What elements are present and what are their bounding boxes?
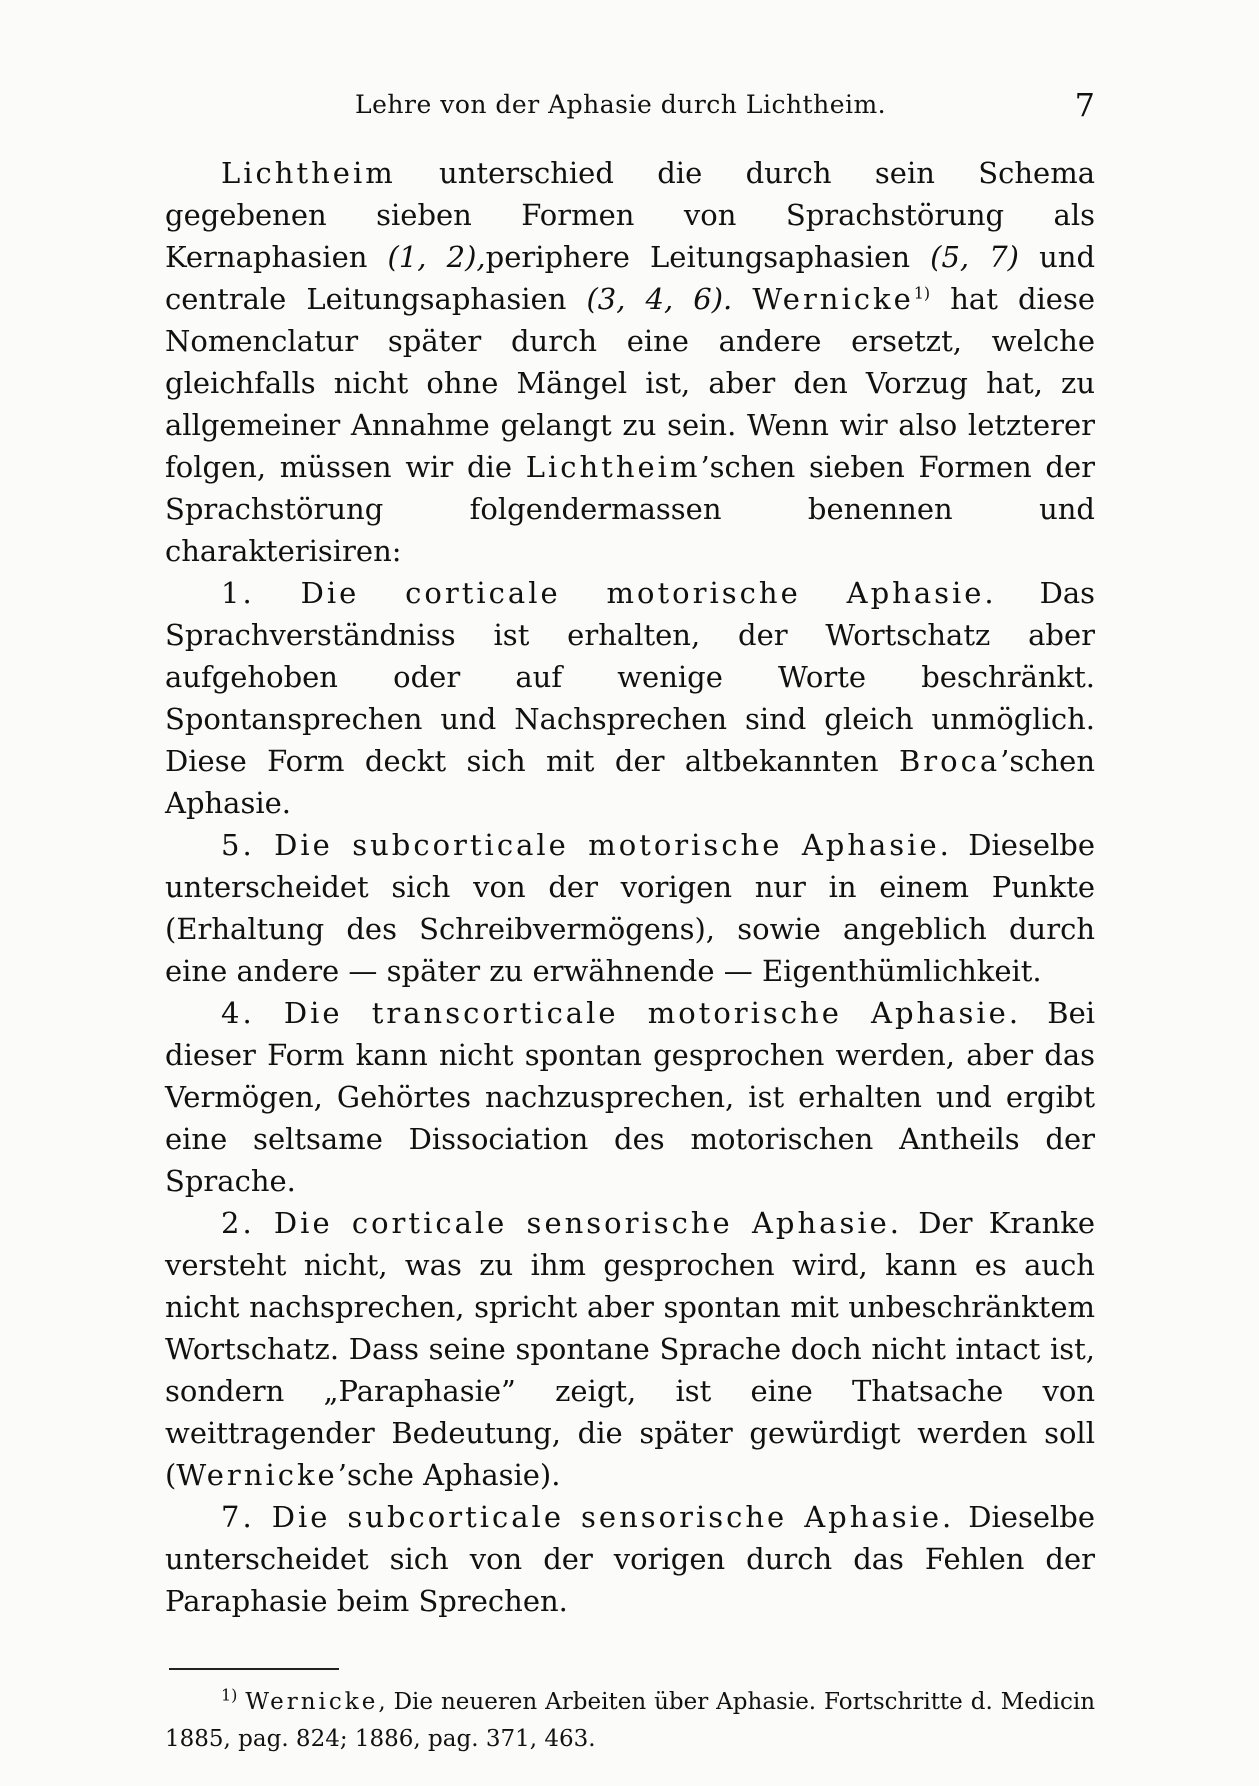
- running-head: [165, 88, 1095, 138]
- footnote-divider: [169, 1668, 339, 1670]
- aphasia-type-heading: 1. Die corticale motorische Aphasie.: [221, 576, 997, 610]
- footnote-mark: 1): [221, 1685, 238, 1705]
- author-name: Wernicke: [176, 1458, 338, 1492]
- text-run: ’sche Aphasie).: [337, 1458, 561, 1492]
- page-number: 7: [1074, 86, 1095, 124]
- intro-paragraph: [165, 152, 1095, 572]
- aphasia-type-heading: 4. Die transcorticale motorische Aphasie.: [221, 996, 1022, 1030]
- text-run: Das Sprachverständniss ist erhalten, der Wortschatz aber aufgehoben oder auf wenige Worte beschränkt. Spontansprechen und Nachsprechen sind gleich unmöglich. Diese Form deckt sich mit der altbekannten: [165, 576, 1095, 778]
- text-run: ’schen sieben Formen der Sprachstörung folgendermassen benennen und charakterisiren:: [165, 450, 1095, 568]
- aphasia-type-paragraph: [165, 572, 1095, 824]
- text-run: unterschied die durch sein Schema gegebenen sieben Formen von Sprachstörung als Kernaphasien: [165, 156, 1095, 274]
- footnote-reference: 1): [913, 283, 931, 303]
- aphasia-type-heading: 2. Die corticale sensorische Aphasie.: [221, 1206, 902, 1240]
- text-run: und centrale Leitungsaphasien: [165, 240, 1096, 316]
- text-run: Dieselbe unterscheidet sich von der vorigen durch das Fehlen der Paraphasie beim Sprechen.: [165, 1500, 1095, 1618]
- author-name: Broca: [898, 744, 1001, 778]
- text-run: ’schen Aphasie.: [165, 744, 1095, 820]
- text-run: Der Kranke versteht nicht, was zu ihm gesprochen wird, kann es auch nicht nachsprechen, spricht aber spontan mit unbeschränktem Wortschatz. Dass seine spontane Sprache doch nicht intact ist, sondern „Paraphasie” zeigt, ist eine Thatsache von weittragender Bedeutung, die später gewürdigt werden soll (: [165, 1206, 1095, 1492]
- text-run: Bei dieser Form kann nicht spontan gesprochen werden, aber das Vermögen, Gehörtes nachzusprechen, ist erhalten und ergibt eine seltsame Dissociation des motorischen Antheils der Sprache.: [165, 996, 1096, 1198]
- aphasia-type-paragraph: [165, 824, 1095, 992]
- running-title: Lehre von der Aphasie durch Lichtheim.: [355, 90, 887, 119]
- aphasia-type-heading: 5. Die subcorticale motorische Aphasie.: [221, 828, 952, 862]
- text-run: periphere Leitungsaphasien: [485, 240, 931, 274]
- italic-run: (5, 7): [930, 240, 1019, 274]
- author-name: Lichtheim: [525, 450, 701, 484]
- author-name: Wernicke: [752, 282, 914, 316]
- text-run: Dieselbe unterscheidet sich von der vorigen nur in einem Punkte (Erhaltung des Schreibvermögens), sowie angeblich durch eine andere — später zu erwähnende — Eigenthümlichkeit.: [165, 828, 1096, 988]
- aphasia-type-heading: 7. Die subcorticale sensorische Aphasie.: [221, 1500, 955, 1534]
- author-name: Wernicke: [245, 1689, 379, 1715]
- aphasia-type-paragraph: [165, 992, 1095, 1202]
- text-run: [732, 282, 752, 316]
- author-name: Lichtheim: [221, 156, 396, 190]
- aphasia-type-paragraph: [165, 1202, 1095, 1496]
- italic-run: (1, 2),: [387, 240, 486, 274]
- italic-run: (3, 4, 6).: [586, 282, 733, 316]
- aphasia-type-paragraph: [165, 1496, 1095, 1622]
- footnote-text: , Die neueren Arbeiten über Aphasie. Fortschritte d. Medicin 1885, pag. 824; 1886, pag. 371, 463.: [165, 1689, 1096, 1752]
- text-run: hat diese Nomenclatur später durch eine andere ersetzt, welche gleichfalls nicht ohne Mängel ist, aber den Vorzug hat, zu allgemeiner Annahme gelangt zu sein. Wenn wir also letzterer folgen, müssen wir die: [165, 282, 1095, 484]
- body-text: [165, 152, 1095, 1622]
- book-page: [165, 88, 1095, 1781]
- footnote: [165, 1684, 1095, 1758]
